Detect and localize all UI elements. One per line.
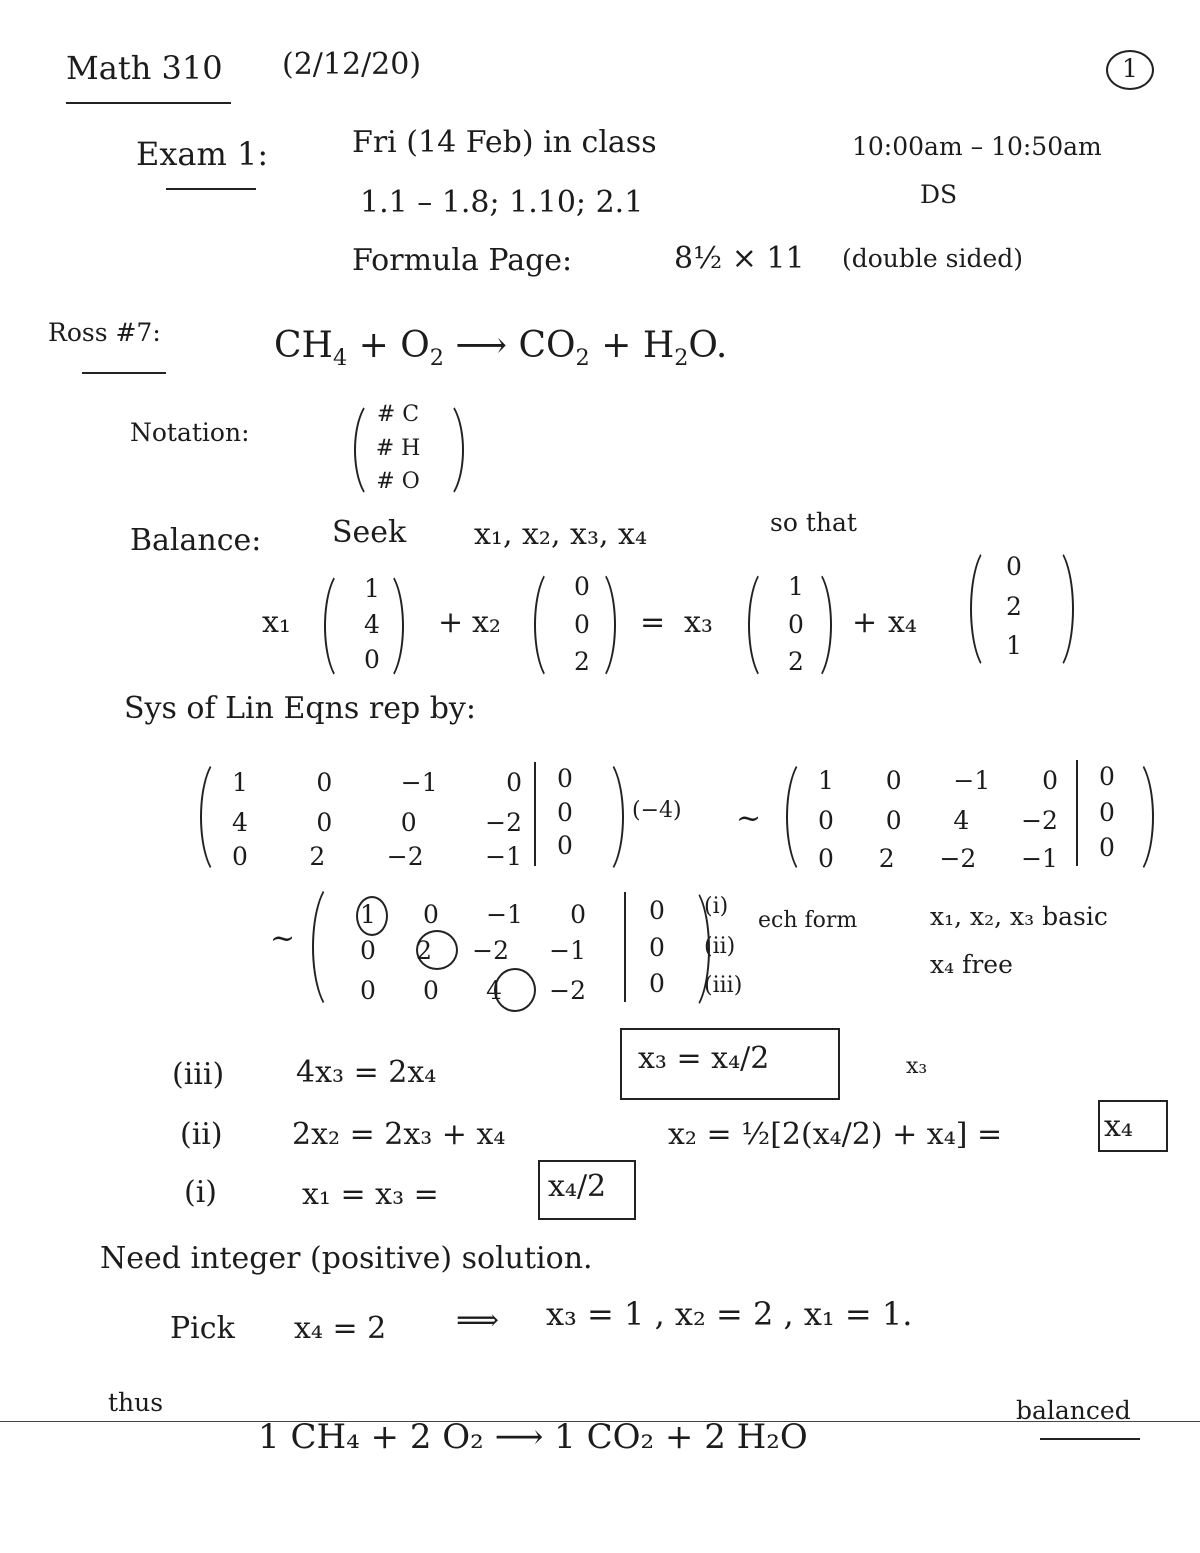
formula-note: (double sided): [842, 244, 1024, 273]
term-coef: x₁: [262, 605, 291, 640]
matrix-cell: 0: [649, 932, 665, 962]
augment-bar: [624, 892, 626, 1002]
vector-entry: 1: [788, 572, 804, 601]
matrix-cell: 0: [570, 900, 586, 929]
matrix-cell: −1: [486, 900, 523, 929]
matrix-cell: −2: [485, 808, 522, 837]
thus-label: thus: [108, 1388, 164, 1417]
matrix-cell: −1: [953, 766, 991, 795]
exam-when: Fri (14 Feb) in class: [352, 125, 657, 160]
vector-entry: 2: [574, 647, 590, 676]
matrix-cell: 2: [878, 844, 895, 873]
matrix-cell: −1: [1021, 844, 1058, 873]
matrix-cell: 0: [360, 976, 376, 1005]
matrix-cell: 0: [400, 808, 417, 837]
matrix-cell: 0: [649, 896, 665, 925]
step-label: (i): [184, 1175, 218, 1210]
course-title: Math 310: [66, 49, 223, 87]
notation-label: Notation:: [130, 418, 250, 447]
term-vector: [776, 572, 816, 676]
matrix-cell: −2: [549, 976, 586, 1005]
vector-entry: 1: [364, 574, 380, 603]
x2-result: x₄: [1104, 1109, 1133, 1144]
matrix-cell: 4: [232, 808, 248, 837]
exam-time: 10:00am – 10:50am: [852, 132, 1102, 161]
reaction-o: O: [400, 325, 430, 366]
matrix-right-paren: [580, 756, 624, 878]
matrix-cell: 1: [360, 900, 376, 929]
matrix-cell: −2: [386, 842, 424, 871]
matrix-cell: −2: [1021, 806, 1058, 835]
echelon-form-note: ech form: [758, 908, 858, 933]
exam-underline: [166, 188, 256, 190]
balanced-label: balanced: [1016, 1396, 1131, 1425]
matrix-row: [818, 806, 1058, 835]
exam-sections: 1.1 – 1.8; 1.10; 2.1: [360, 185, 644, 220]
step-equation: 4x₃ = 2x₄: [296, 1055, 437, 1090]
lecture-date: (2/12/20): [282, 47, 422, 82]
term-vector: [352, 574, 392, 674]
problem-underline: [82, 372, 166, 374]
matrix-cell: 0: [649, 969, 665, 998]
matrix-cell: 0: [316, 808, 333, 837]
row-labels: [704, 894, 758, 998]
term-coef: x₃: [684, 605, 713, 640]
pick-label: Pick: [170, 1311, 235, 1346]
reaction-o-sub: 2: [429, 345, 444, 372]
vector-entry: 0: [788, 609, 804, 639]
matrix-cell: −1: [549, 936, 586, 965]
problem-label: Ross #7:: [48, 318, 161, 347]
term-vector: [994, 552, 1034, 660]
augment-bar: [1076, 760, 1078, 866]
matrix-row: [818, 844, 1058, 873]
reaction-plus-2: +: [601, 325, 632, 366]
row-label: (i): [704, 894, 729, 919]
matrix-cell: −2: [939, 844, 977, 873]
matrix-row: [360, 976, 586, 1005]
reaction-equation: [274, 325, 728, 372]
x3-result: x₃ = x₄/2: [638, 1041, 770, 1076]
course-underline: [66, 102, 231, 104]
basic-vars-note: x₁, x₂, x₃ basic: [930, 902, 1108, 931]
step-label: (ii): [180, 1117, 223, 1152]
matrix-cell: 0: [1099, 797, 1115, 827]
balance-vars: x₁, x₂, x₃, x₄: [474, 517, 647, 552]
matrix-cell: −1: [400, 768, 438, 797]
exam-label: Exam 1:: [136, 135, 269, 173]
notation-row: # O: [376, 469, 420, 494]
reaction-co: CO: [518, 325, 576, 366]
formula-value: 8½ × 11: [674, 241, 805, 276]
matrix-cell: 4: [953, 806, 970, 835]
matrix-row: [360, 936, 586, 965]
matrix-cell: 0: [557, 764, 573, 793]
matrix-cell: 2: [416, 936, 432, 965]
vector-entry: 2: [1006, 591, 1022, 621]
row-equivalence: ~: [270, 921, 296, 956]
matrix-cell: 0: [360, 936, 376, 965]
matrix-cell: 0: [885, 806, 902, 835]
matrix-cell: 0: [423, 976, 439, 1005]
matrix-cell: 2: [309, 842, 326, 871]
matrix-cell: 1: [232, 768, 248, 797]
balanced-equation: 1 CH₄ + 2 O₂ ⟶ 1 CO₂ + 2 H₂O: [258, 1417, 808, 1457]
vector-entry: 0: [1006, 552, 1022, 581]
vector-entry: 2: [788, 647, 804, 676]
pick-value: x₄ = 2: [294, 1311, 387, 1346]
integer-requirement: Need integer (positive) solution.: [100, 1241, 593, 1276]
notation-row: # H: [375, 435, 421, 461]
exam-room: DS: [920, 180, 958, 209]
matrix-cell: 4: [486, 976, 502, 1005]
plus-sign: +: [438, 605, 464, 640]
equals-sign: =: [640, 605, 666, 640]
reaction-ch-sub: 4: [332, 345, 348, 372]
matrix-cell: 0: [1042, 766, 1058, 795]
step-label: (iii): [172, 1057, 225, 1092]
row-label: (ii): [704, 933, 736, 959]
balanced-underline: [1040, 1438, 1140, 1440]
matrix-row: [232, 768, 522, 797]
notation-row: # C: [376, 402, 420, 427]
row-equivalence: ~: [736, 801, 762, 836]
balance-seek: Seek: [332, 515, 407, 550]
matrix-cell: 0: [818, 806, 834, 835]
matrix-cell: 0: [232, 842, 248, 871]
matrix-cell: 0: [557, 831, 573, 860]
formula-label: Formula Page:: [352, 243, 573, 278]
reaction-plus-1: +: [358, 325, 389, 366]
matrix-cell: 0: [423, 900, 439, 929]
matrix-cell: 0: [1099, 833, 1115, 862]
page-number: 1: [1122, 54, 1138, 83]
vector-entry: 4: [364, 609, 380, 639]
matrix-cell: 0: [557, 797, 573, 827]
matrix-right-paren: [1110, 756, 1154, 878]
integer-values: x₃ = 1 , x₂ = 2 , x₁ = 1.: [546, 1295, 913, 1333]
x3-substitution-note: x₃: [906, 1054, 928, 1079]
implies-arrow: ⟹: [456, 1303, 500, 1338]
free-vars-note: x₄ free: [930, 950, 1013, 979]
step-equation: 2x₂ = 2x₃ + x₄: [292, 1117, 506, 1152]
term-coef: x₄: [888, 605, 917, 640]
plus-sign: +: [852, 605, 878, 640]
matrix-cell: 0: [506, 768, 522, 797]
matrix-left-paren: [312, 880, 360, 1014]
augment-bar: [534, 762, 536, 866]
reaction-h2o-tail: O.: [688, 325, 728, 366]
vector-right-paren: [1030, 544, 1074, 674]
matrix-row: [360, 900, 586, 929]
matrix-cell: 0: [1099, 762, 1115, 791]
step-equation: x₁ = x₃ =: [302, 1177, 439, 1212]
reaction-ch: CH: [274, 325, 333, 366]
reaction-h: H: [642, 325, 675, 366]
matrix-cell: −1: [485, 842, 522, 871]
reaction-h-sub: 2: [674, 345, 689, 372]
row-label: (iii): [704, 973, 743, 998]
matrix-cell: 0: [316, 768, 333, 797]
vector-entry: 1: [1006, 631, 1022, 660]
system-label: Sys of Lin Eqns rep by:: [124, 691, 476, 726]
x2-expression: x₂ = ½[2(x₄/2) + x₄] =: [668, 1117, 1003, 1152]
balance-so-that: so that: [770, 508, 857, 537]
term-coef: x₂: [472, 605, 501, 640]
matrix-rhs: [552, 764, 578, 860]
vector-entry: 0: [574, 572, 590, 601]
matrix-row: [818, 766, 1058, 795]
matrix-cell: −2: [472, 936, 509, 965]
x1-result: x₄/2: [548, 1169, 607, 1204]
matrix-row: [232, 808, 522, 837]
term-vector: [562, 572, 602, 676]
vector-entry: 0: [364, 645, 380, 674]
matrix-cell: 1: [818, 766, 834, 795]
matrix-cell: 0: [818, 844, 834, 873]
notation-vector: [368, 402, 428, 494]
balance-label: Balance:: [130, 523, 262, 558]
matrix-row: [232, 842, 522, 871]
matrix-cell: 0: [885, 766, 902, 795]
reaction-co-sub: 2: [575, 345, 590, 372]
reaction-arrow: ⟶: [455, 325, 508, 366]
row-operation: (−4): [632, 798, 682, 823]
vector-entry: 0: [574, 609, 590, 639]
